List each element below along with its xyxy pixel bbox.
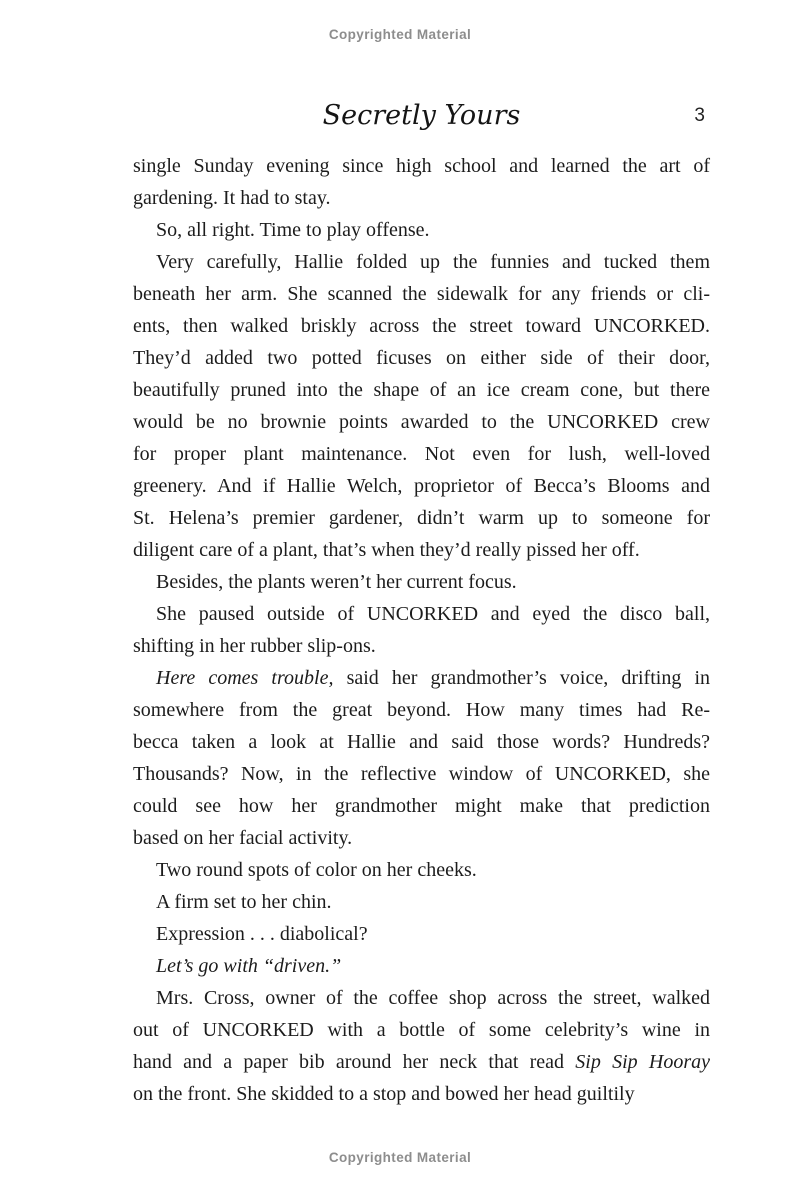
text-line [133,662,710,694]
paragraph [133,214,710,246]
text-line [133,566,710,598]
italic-text: Let’s go with “driven.” [156,955,342,977]
text-line [133,534,710,566]
text-line [133,598,710,630]
paragraph [133,246,710,566]
text-segment: St. Helena’s premier gardener, didn’t warm up to someone for [133,507,710,529]
text-line [133,278,710,310]
paragraph [133,598,710,662]
text-segment: They’d added two potted ficuses on either side of their door, [133,347,710,369]
text-line [133,1078,710,1110]
text-line [133,758,710,790]
copyright-notice-top: Copyrighted Material [328,27,472,42]
text-line [133,982,710,1014]
text-line [133,854,710,886]
running-header [133,94,710,138]
text-segment: shifting in her rubber slip-ons. [133,635,376,657]
text-segment: Very carefully, Hallie folded up the funnies and tucked them [156,251,710,273]
text-line [133,918,710,950]
text-line [133,502,710,534]
text-line [133,886,710,918]
text-line [133,150,710,182]
text-segment: for proper plant maintenance. Not even for lush, well-loved [133,443,710,465]
paragraph [133,662,710,854]
copyright-notice-bottom: Copyrighted Material [328,1150,472,1165]
text-segment: based on her facial activity. [133,827,353,849]
text-segment: beautifully pruned into the shape of an ice cream cone, but there [133,379,710,401]
text-line [133,214,710,246]
paragraph [133,982,710,1110]
paragraph [133,950,710,982]
text-line [133,1046,710,1078]
paragraph [133,918,710,950]
text-segment: ents, then walked briskly across the street toward UNCORKED. [133,315,710,337]
text-segment: Expression . . . diabolical? [156,923,368,945]
text-segment: could see how her grandmother might make that prediction [133,795,710,817]
text-segment: So, all right. Time to play offense. [156,219,430,241]
page-number: 3 [694,105,705,126]
text-segment: somewhere from the great beyond. How many times had Re- [133,699,710,721]
text-segment: becca taken a look at Hallie and said those words? Hundreds? [133,731,710,753]
text-line [133,342,710,374]
text-segment: Thousands? Now, in the reflective window of UNCORKED, she [133,763,710,785]
paragraph [133,854,710,886]
text-line [133,182,710,214]
text-segment: She paused outside of UNCORKED and eyed the disco ball, [156,603,710,625]
text-segment: beneath her arm. She scanned the sidewalk for any friends or cli- [133,283,710,305]
body-text [133,150,710,1110]
text-segment: A firm set to her chin. [156,891,332,913]
text-segment: diligent care of a plant, that’s when they’d really pissed her off. [133,539,640,561]
book-title: Secretly Yours [322,100,521,131]
italic-text: Sip Sip Hooray [575,1051,711,1073]
paragraph [133,566,710,598]
text-segment: out of UNCORKED with a bottle of some celebrity’s wine in [133,1019,710,1041]
text-line [133,790,710,822]
text-line [133,694,710,726]
text-line [133,630,710,662]
text-line [133,246,710,278]
text-line [133,310,710,342]
text-segment: would be no brownie points awarded to the UNCORKED crew [133,411,710,433]
text-segment: hand and a paper bib around her neck that read [133,1051,576,1073]
text-segment: on the front. She skidded to a stop and bowed her head guiltily [133,1083,635,1105]
text-line [133,1014,710,1046]
paragraph [133,150,710,214]
text-segment: Two round spots of color on her cheeks. [156,859,477,881]
italic-text: Here comes trouble, [156,667,334,689]
text-line [133,822,710,854]
text-line [133,470,710,502]
text-line [133,726,710,758]
text-segment: single Sunday evening since high school and learned the art of [133,155,710,177]
text-line [133,950,710,982]
text-segment: greenery. And if Hallie Welch, proprietor of Becca’s Blooms and [133,475,710,497]
text-segment: said her grandmother’s voice, drifting in [333,667,710,689]
text-line [133,406,710,438]
text-line [133,438,710,470]
text-line [133,374,710,406]
paragraph [133,886,710,918]
text-segment: Mrs. Cross, owner of the coffee shop across the street, walked [156,987,710,1009]
text-segment: gardening. It had to stay. [133,187,331,209]
text-segment: Besides, the plants weren’t her current focus. [156,571,517,593]
